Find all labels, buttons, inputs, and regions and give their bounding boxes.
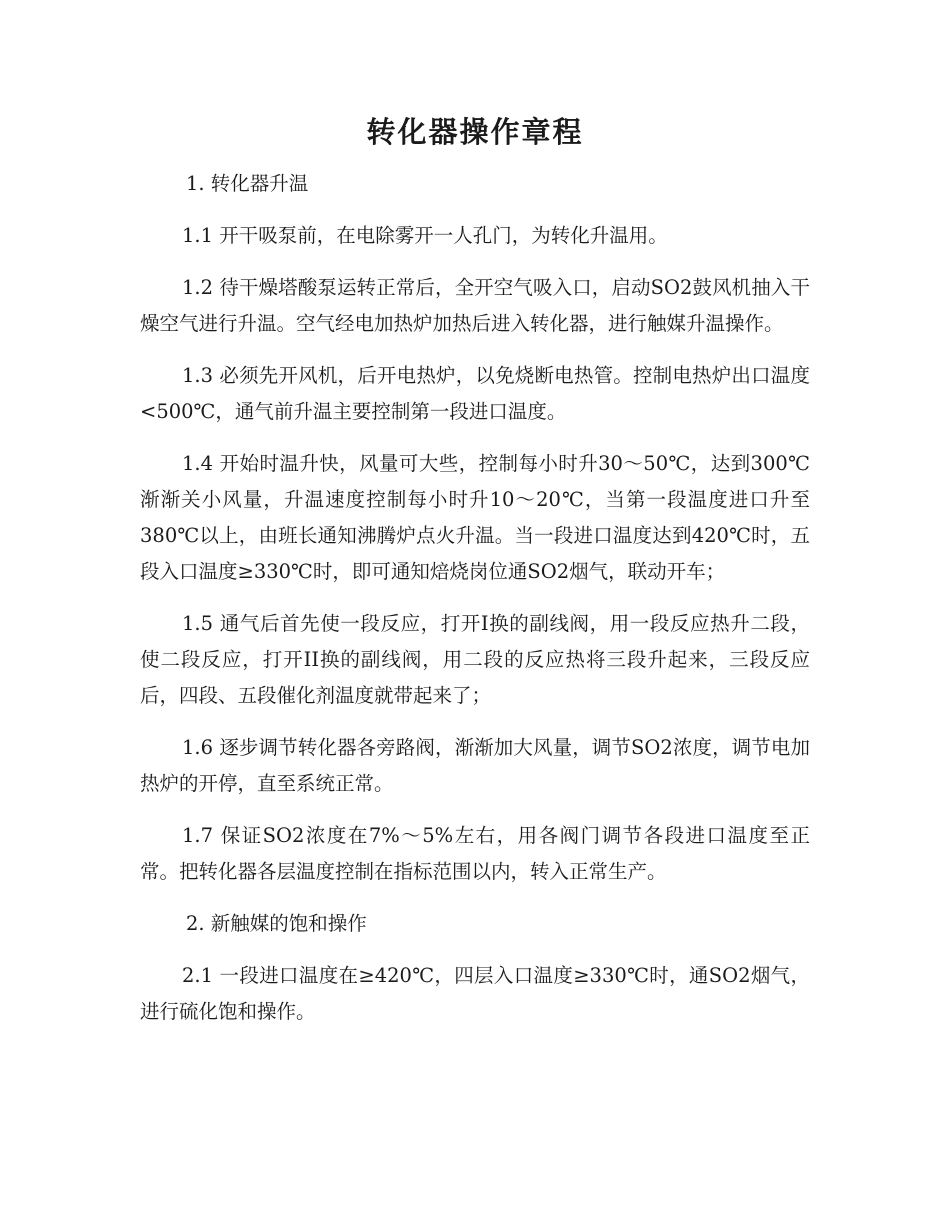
paragraph-1-6: 1.6 逐步调节转化器各旁路阀，渐渐加大风量，调节SO2浓度，调节电加热炉的开停，直至系统正常。: [140, 736, 810, 795]
paragraph-1-2: 1.2 待干燥塔酸泵运转正常后，全开空气吸入口，启动SO2鼓风机抽入干燥空气进行升温。空气经电加热炉加热后进入转化器，进行触媒升温操作。: [140, 276, 810, 335]
paragraph-2-1: 2.1 一段进口温度在≥420℃，四层入口温度≥330℃时，通SO2烟气，进行硫化饱和操作。: [140, 964, 810, 1023]
paragraph-1-5: 1.5 通气后首先使一段反应，打开I换的副线阀，用一段反应热升二段，使二段反应，打开II换的副线阀，用二段的反应热将三段升起来，三段反应后，四段、五段催化剂温度就带起来了；: [140, 612, 810, 707]
section-heading-2: 2. 新触媒的饱和操作: [186, 912, 367, 935]
document-body: [140, 166, 810, 1046]
paragraph-1-3: 1.3 必须先开风机，后开电热炉，以免烧断电热管。控制电热炉出口温度<500℃，通气前升温主要控制第一段进口温度。: [140, 364, 810, 423]
paragraph-1-1: 1.1 开干吸泵前，在电除雾开一人孔门，为转化升温用。: [182, 224, 668, 247]
paragraph-1-7: 1.7 保证SO2浓度在7%～5%左右，用各阀门调节各段进口温度至正常。把转化器各层温度控制在指标范围以内，转入正常生产。: [140, 824, 810, 883]
section-heading-1: 1. 转化器升温: [186, 172, 309, 195]
document-title: 转化器操作章程: [366, 115, 584, 149]
paragraph-1-4: 1.4 开始时温升快，风量可大些，控制每小时升30～50℃，达到300℃渐渐关小风量，升温速度控制每小时升10～20℃，当第一段温度进口升至380℃以上，由班长通知沸腾炉点火升温。当一段进口温度达到420℃时，五段入口温度≥330℃时，即可通知焙烧岗位通SO2烟气，联动开车；: [140, 452, 810, 583]
